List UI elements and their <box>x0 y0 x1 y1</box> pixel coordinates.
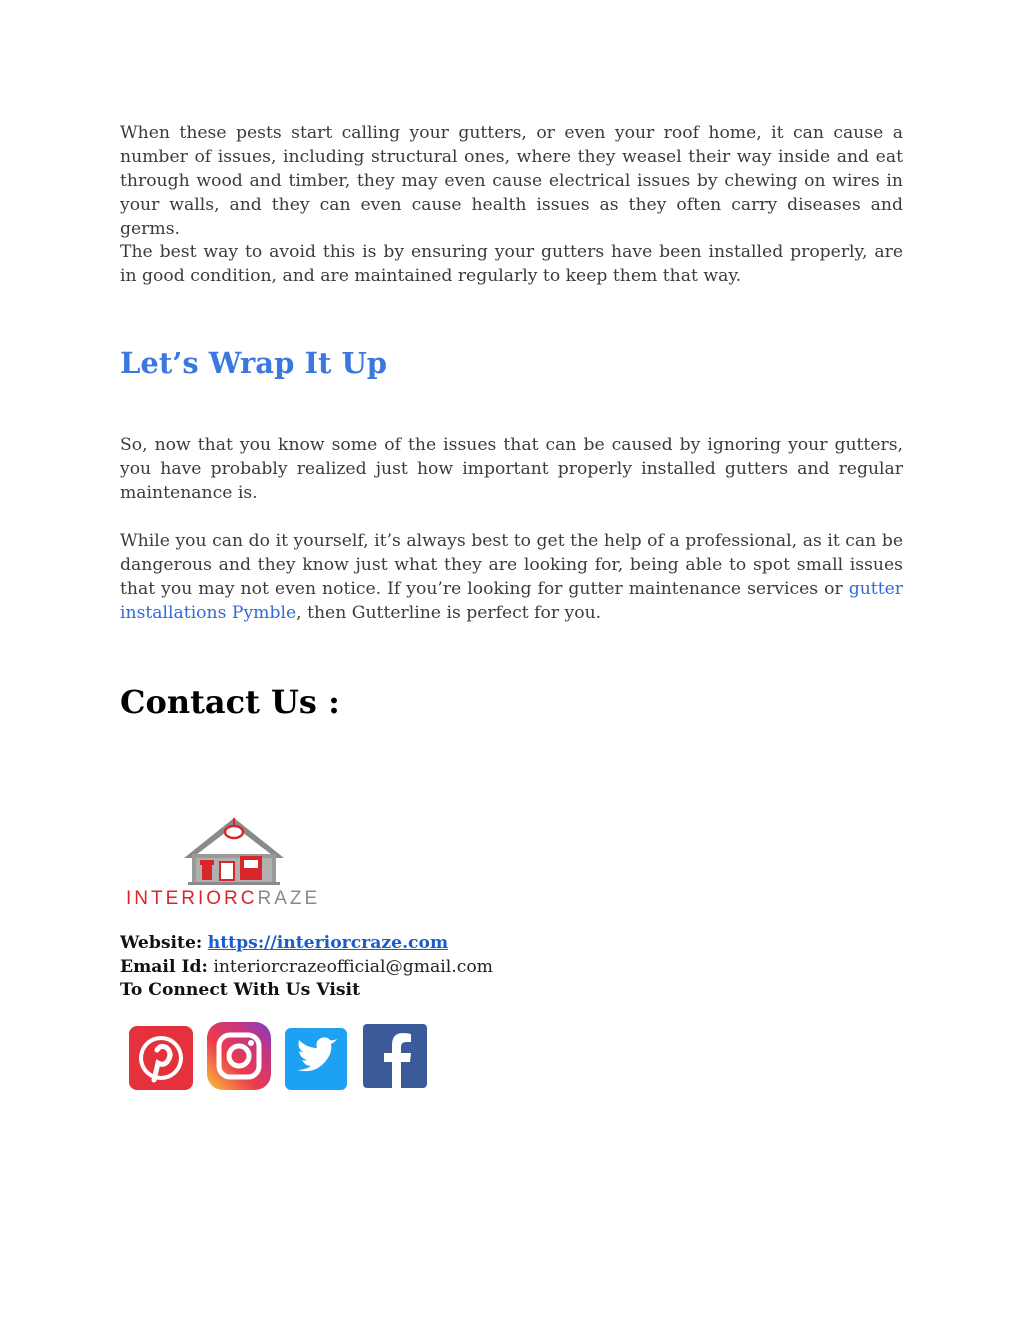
website-label: Website: <box>120 933 203 953</box>
paragraph-professional <box>120 529 903 625</box>
pinterest-icon[interactable] <box>127 1020 195 1092</box>
heading-contact-us: Contact Us : <box>120 683 340 721</box>
heading-wrap-up: Let’s Wrap It Up <box>120 346 388 380</box>
email-label: Email Id: <box>120 957 208 977</box>
house-logo-icon <box>116 812 352 912</box>
gutter-installations-link[interactable]: gutter installations Pymble <box>120 579 903 623</box>
paragraph-pests: When these pests start calling your gutters, or even your roof home, it can cause a number of issues, including structural ones, where they weasel their way inside and eat through wood and timber, they may even cause electrical issues by chewing on wires in your walls, and they can even cause health issues as they often carry diseases and germs. <box>120 123 903 239</box>
website-line <box>120 932 448 955</box>
instagram-icon[interactable] <box>205 1020 273 1092</box>
twitter-icon[interactable] <box>283 1020 351 1092</box>
email-value: interiorcrazeofficial@gmail.com <box>213 957 493 977</box>
paragraph-professional-tail: , then Gutterline is perfect for you. <box>296 603 602 623</box>
website-link[interactable]: https://interiorcraze.com <box>207 933 449 953</box>
logo-wordmark: INTERIORCRAZE <box>126 888 321 909</box>
connect-label: To Connect With Us Visit <box>120 980 361 1000</box>
paragraph-best-way: The best way to avoid this is by ensuring your gutters have been installed properly, are in good condition, and are maintained regularly to keep them that way. <box>120 242 903 286</box>
facebook-icon[interactable] <box>361 1020 429 1092</box>
paragraph-conclusion: So, now that you know some of the issues that can be caused by ignoring your gutters, you have probably realized just how important properly installed gutters and regular maintenance is. <box>120 435 903 503</box>
paragraph-professional-text: While you can do it yourself, it’s always best to get the help of a professional, as it can be dangerous and they know just what they are looking for, being able to spot small issues that you may not even notice. If you’re looking for gutter maintenance services or <box>120 531 903 599</box>
interiorcraze-logo <box>116 812 352 912</box>
connect-line <box>120 979 360 1002</box>
email-line <box>120 956 493 979</box>
